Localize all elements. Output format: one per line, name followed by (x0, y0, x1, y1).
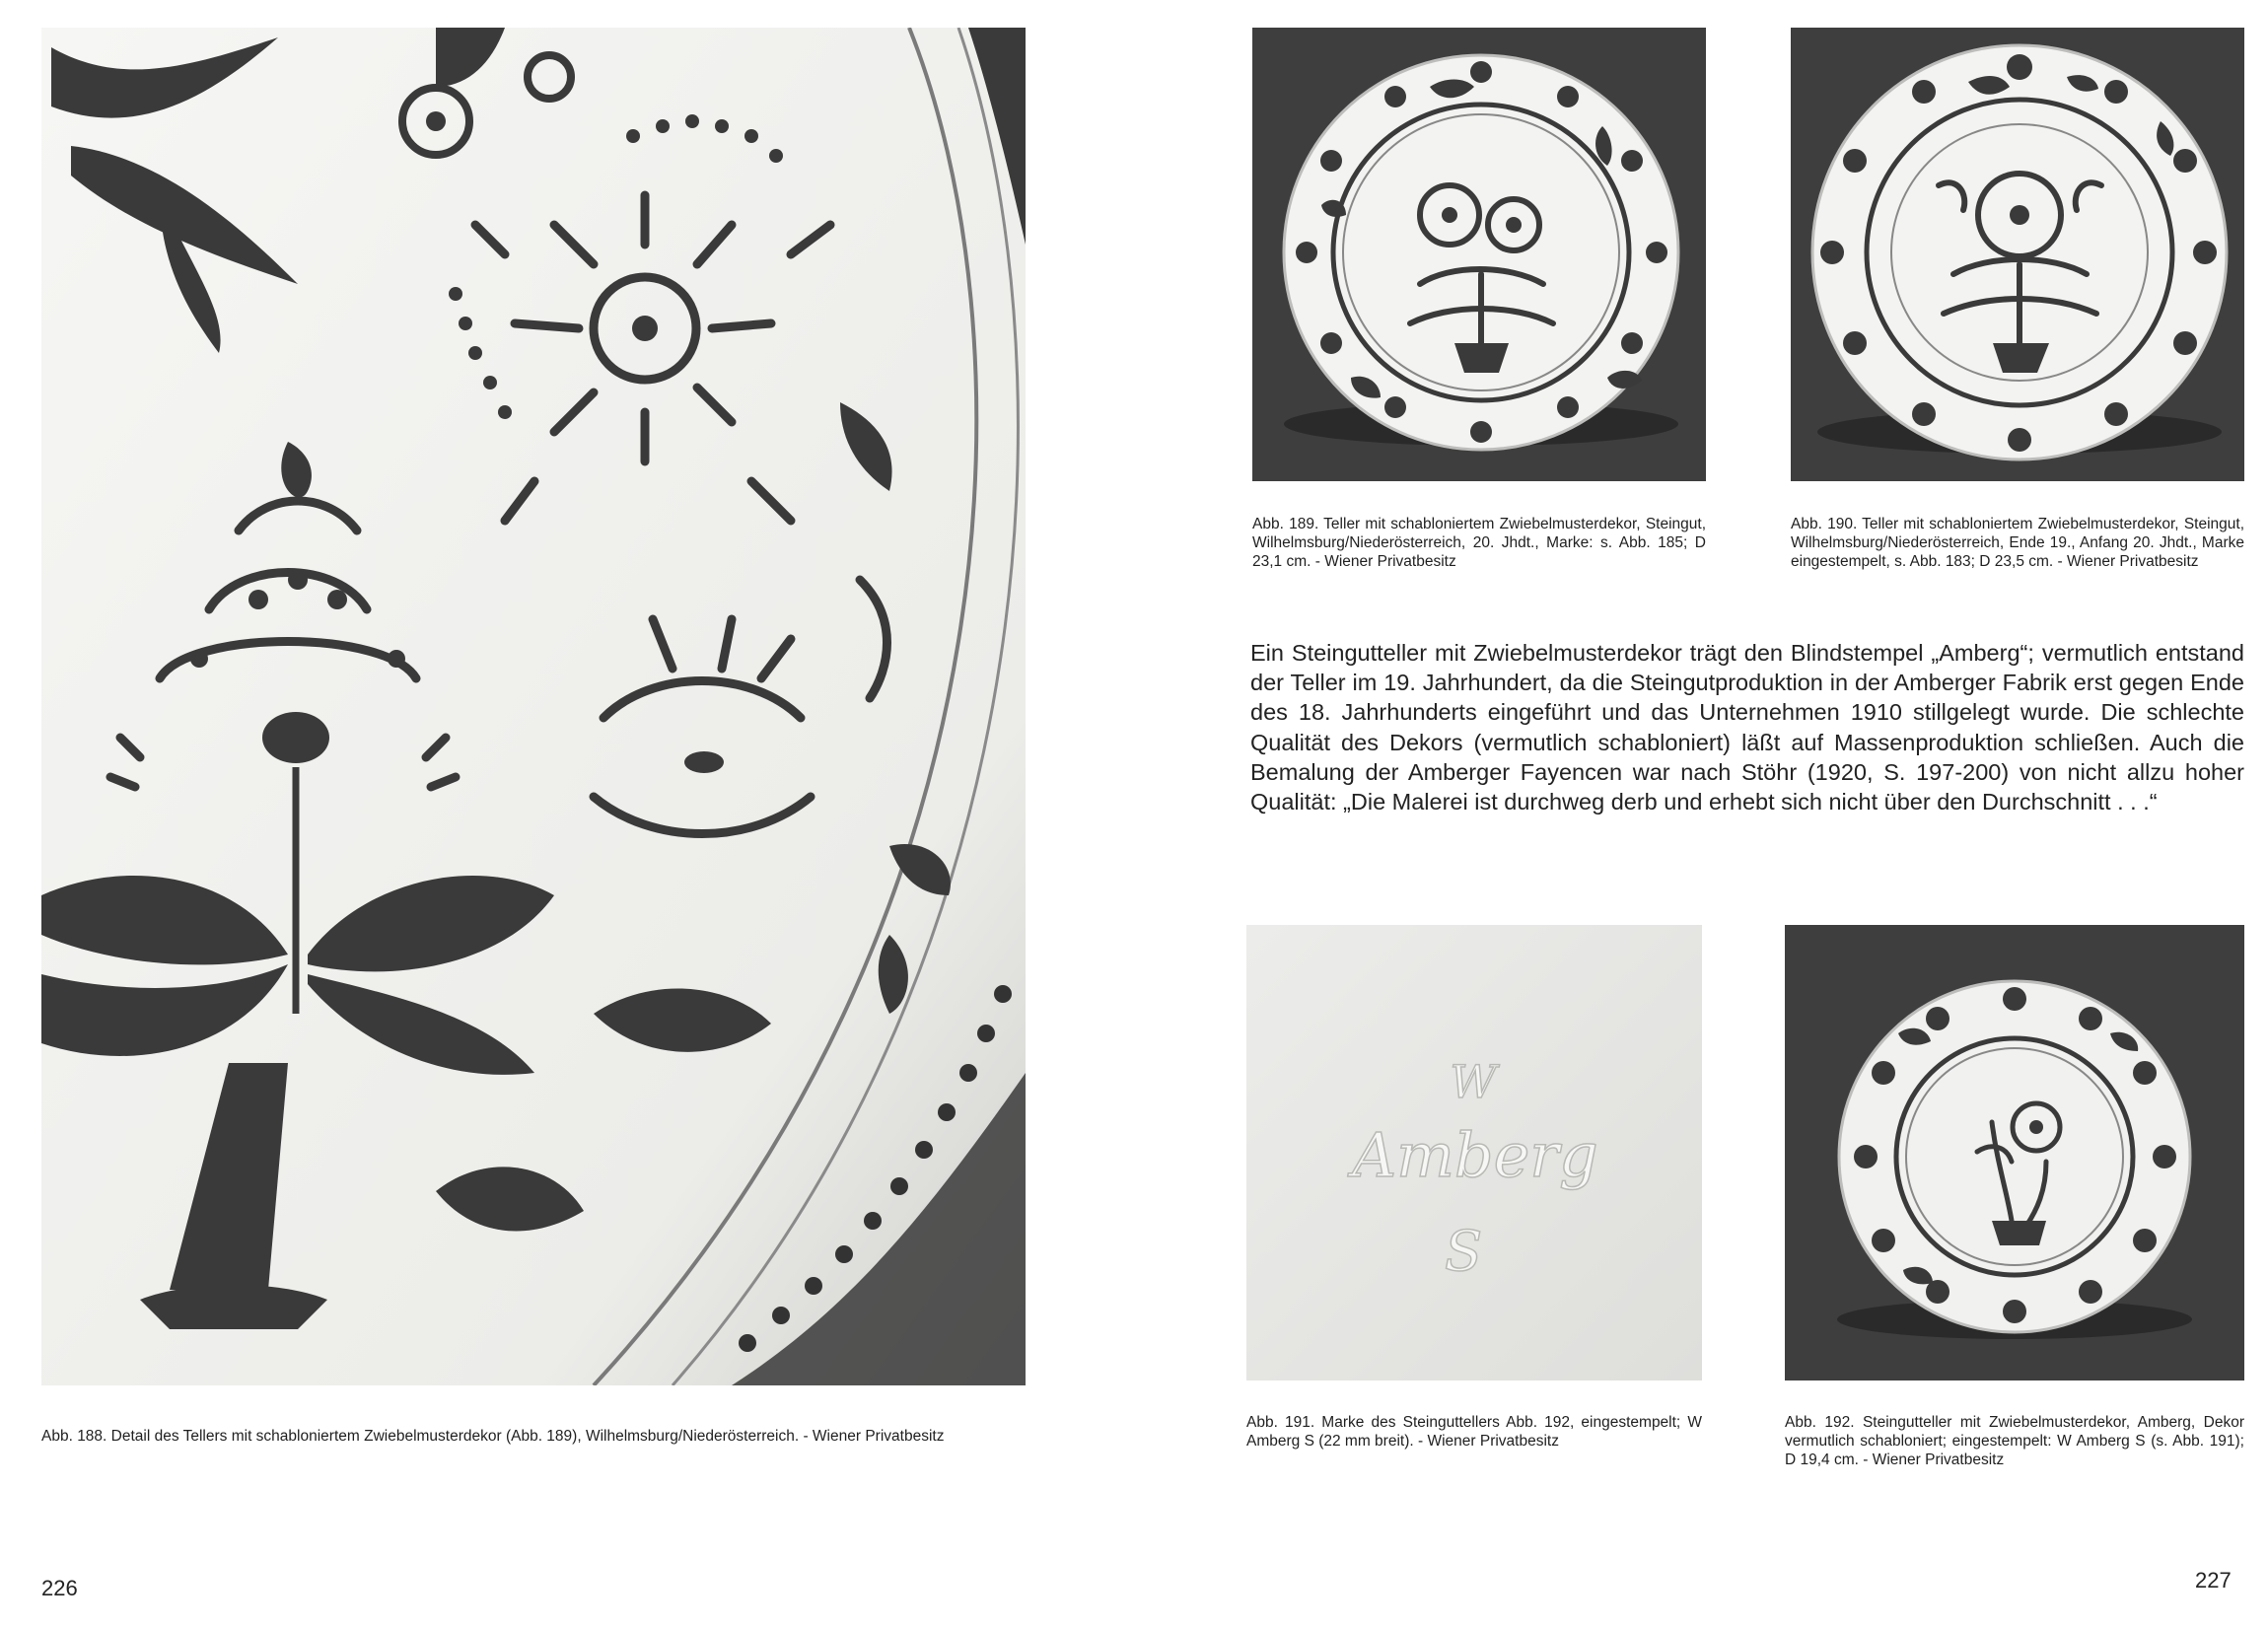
body-paragraph: Ein Steingutteller mit Zwiebelmusterdekor trägt den Blindstempel „Amberg“; vermutlich entstand der Teller im 19. Jahrhundert, da die Steingutproduktion in der Amberger Fabrik erst gegen Ende des 18. Jahrhunderts eingeführt und das Unternehmen 1910 stillgelegt wurde. Die schlechte Qualität des Dekors (vermutlich schabloniert) läßt auf Massenproduktion schließen. Auch die Bemalung der Amberger Fayencen war nach Stöhr (1920, S. 197-200) von nicht allzu hoher Qualität: „Die Malerei ist durchweg derb und erhebt sich nicht über den Durchschnitt . . .“ (1250, 640, 2244, 815)
figure-190-caption: Abb. 190. Teller mit schabloniertem Zwiebelmusterdekor, Steingut, Wilhelmsburg/Niederösterreich, Ende 19., Anfang 20. Jhdt., Marke eingestempelt, s. Abb. 183; D 23,5 cm. - Wiener Privatbesitz (1791, 516, 2244, 570)
stamp-line-amberg: Amberg (1352, 1119, 1598, 1191)
page-number-left: 226 (41, 1576, 78, 1600)
figure-188-detail-photo (41, 28, 1026, 1385)
stamp-line-s: S (1444, 1220, 1483, 1284)
figure-192-caption: Abb. 192. Steingutteller mit Zwiebelmusterdekor, Amberg, Dekor vermutlich schabloniert; eingestempelt: W Amberg S (s. Abb. 191); D 19,4 cm. - Wiener Privatbesitz (1785, 1414, 2244, 1468)
figure-189-plate-photo (1252, 28, 1706, 481)
stamp-line-w: W (1450, 1055, 1497, 1108)
figure-192-plate-photo (1785, 925, 2244, 1380)
figure-191-caption: Abb. 191. Marke des Steinguttellers Abb. 192, eingestempelt; W Amberg S (22 mm breit). - Wiener Privatbesitz (1246, 1414, 1702, 1450)
figure-190-plate-photo (1791, 28, 2244, 481)
page-number-right: 227 (2195, 1568, 2232, 1593)
figure-189-caption: Abb. 189. Teller mit schabloniertem Zwiebelmusterdekor, Steingut, Wilhelmsburg/Niederösterreich, 20. Jhdt., Marke: s. Abb. 185; D 23,1 cm. - Wiener Privatbesitz (1252, 516, 1706, 570)
figure-191-mark-photo (1246, 925, 1702, 1380)
figure-188-caption: Abb. 188. Detail des Tellers mit schabloniertem Zwiebelmusterdekor (Abb. 189), Wilhelmsburg/Niederösterreich. - Wiener Privatbesitz (41, 1428, 945, 1445)
